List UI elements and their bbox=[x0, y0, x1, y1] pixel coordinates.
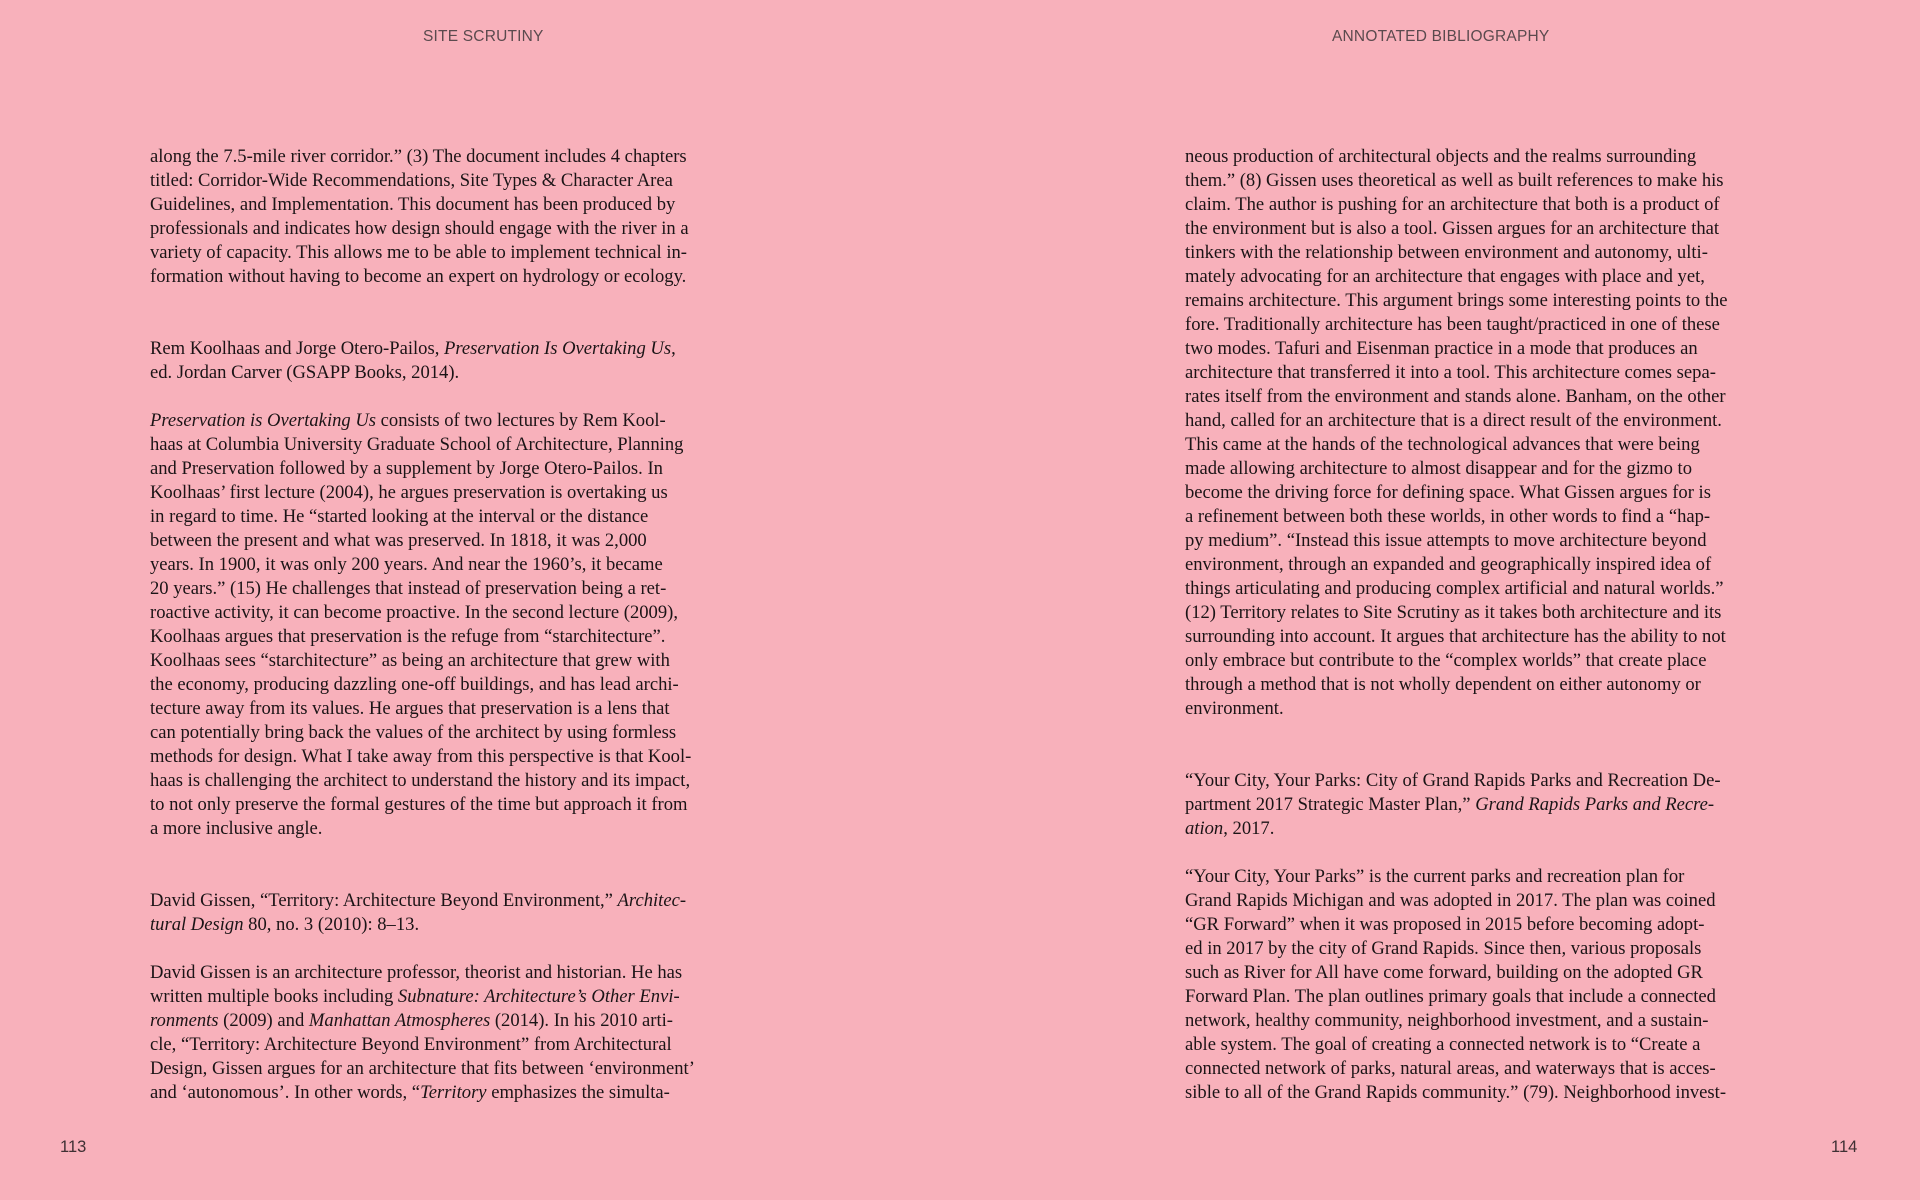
journal-title: tural Design bbox=[150, 914, 244, 935]
citation-grand-rapids bbox=[1185, 769, 1777, 841]
text-line: fore. Traditionally architecture has been taught/practiced in one of these bbox=[1185, 314, 1720, 335]
text-line: claim. The author is pushing for an architecture that both is a product of bbox=[1185, 194, 1720, 215]
text-line: them.” (8) Gissen uses theoretical as well as built references to make his bbox=[1185, 170, 1724, 191]
publisher-title: ation bbox=[1185, 818, 1224, 839]
left-page-column bbox=[150, 145, 740, 1105]
text-line: between the present and what was preserved. In 1818, it was 2,000 bbox=[150, 530, 647, 551]
publisher-title: Grand Rapids Parks and Recre- bbox=[1475, 794, 1715, 815]
text-line: titled: Corridor-Wide Recommendations, Site Types & Character Area bbox=[150, 170, 673, 191]
text-line: David Gissen is an architecture professor, theorist and historian. He has bbox=[150, 962, 683, 983]
text-line: neous production of architectural objects and the realms surrounding bbox=[1185, 146, 1697, 167]
text-line: made allowing architecture to almost disappear and for the gizmo to bbox=[1185, 458, 1693, 479]
text-line: only embrace but contribute to the “complex worlds” that create place bbox=[1185, 650, 1707, 671]
text-line: Rem Koolhaas and Jorge Otero-Pailos, Preservation Is Overtaking Us, bbox=[150, 338, 676, 359]
text-line: formation without having to become an expert on hydrology or ecology. bbox=[150, 266, 687, 287]
text-line: and ‘autonomous’. In other words, “Territory emphasizes the simulta- bbox=[150, 1082, 670, 1103]
annotation-koolhaas bbox=[150, 409, 740, 841]
text-line: ed. Jordan Carver (GSAPP Books, 2014). bbox=[150, 362, 460, 383]
running-head-left: SITE SCRUTINY bbox=[423, 28, 544, 45]
text-line: Koolhaas argues that preservation is the refuge from “starchitecture”. bbox=[150, 626, 666, 647]
text-line: through a method that is not wholly dependent on either autonomy or bbox=[1185, 674, 1701, 695]
text-line: haas at Columbia University Graduate School of Architecture, Planning bbox=[150, 434, 684, 455]
text-line: the environment but is also a tool. Gissen argues for an architecture that bbox=[1185, 218, 1720, 239]
text-line: to not only preserve the formal gestures of the time but approach it from bbox=[150, 794, 688, 815]
text-line: haas is challenging the architect to understand the history and its impact, bbox=[150, 770, 691, 791]
text-line: (12) Territory relates to Site Scrutiny as it takes both architecture and its bbox=[1185, 602, 1722, 623]
text-line: ronments (2009) and Manhattan Atmospheres (2014). In his 2010 arti- bbox=[150, 1010, 673, 1031]
text-line: connected network of parks, natural areas, and waterways that is acces- bbox=[1185, 1058, 1716, 1079]
citation-gissen bbox=[150, 889, 740, 937]
page-number-right: 114 bbox=[1831, 1138, 1858, 1156]
text-line: hand, called for an architecture that is a direct result of the environment. bbox=[1185, 410, 1722, 431]
book-title: Preservation Is Overtaking Us bbox=[444, 338, 672, 359]
text-line: ed in 2017 by the city of Grand Rapids. Since then, various proposals bbox=[1185, 938, 1702, 959]
text-line: Guidelines, and Implementation. This document has been produced by bbox=[150, 194, 676, 215]
text-line: in regard to time. He “started looking at the interval or the distance bbox=[150, 506, 649, 527]
annotation-gissen-continued bbox=[1185, 145, 1777, 721]
text-line: py medium”. “Instead this issue attempts to move architecture beyond bbox=[1185, 530, 1707, 551]
text-line: environment, through an expanded and geographically inspired idea of bbox=[1185, 554, 1712, 575]
text-line: years. In 1900, it was only 200 years. And near the 1960’s, it became bbox=[150, 554, 663, 575]
text-line: can potentially bring back the values of the architect by using formless bbox=[150, 722, 677, 743]
text-line: Forward Plan. The plan outlines primary goals that include a connected bbox=[1185, 986, 1716, 1007]
book-title: Preservation is Overtaking Us bbox=[150, 410, 377, 431]
book-title: ronments bbox=[150, 1010, 219, 1031]
right-page-column bbox=[1185, 145, 1777, 1105]
text-line: professionals and indicates how design should engage with the river in a bbox=[150, 218, 689, 239]
text-line: rates itself from the environment and stands alone. Banham, on the other bbox=[1185, 386, 1726, 407]
text-line: tecture away from its values. He argues that preservation is a lens that bbox=[150, 698, 670, 719]
text-line: roactive activity, it can become proactive. In the second lecture (2009), bbox=[150, 602, 678, 623]
text-line: and Preservation followed by a supplement by Jorge Otero-Pailos. In bbox=[150, 458, 663, 479]
text-line: Design, Gissen argues for an architecture that fits between ‘environment’ bbox=[150, 1058, 695, 1079]
text-line: things articulating and producing complex artificial and natural worlds.” bbox=[1185, 578, 1724, 599]
text-line: the economy, producing dazzling one-off buildings, and has lead archi- bbox=[150, 674, 679, 695]
page-number-left: 113 bbox=[60, 1138, 87, 1156]
text-line: sible to all of the Grand Rapids community.” (79). Neighborhood invest- bbox=[1185, 1082, 1727, 1103]
text-line: architecture that transferred it into a tool. This architecture comes sepa- bbox=[1185, 362, 1716, 383]
text-line: a refinement between both these worlds, in other words to find a “hap- bbox=[1185, 506, 1711, 527]
running-head-right: ANNOTATED BIBLIOGRAPHY bbox=[1332, 28, 1550, 45]
text-line: partment 2017 Strategic Master Plan,” Grand Rapids Parks and Recre- bbox=[1185, 794, 1715, 815]
text-line: tural Design 80, no. 3 (2010): 8–13. bbox=[150, 914, 420, 935]
book-title: Manhattan Atmospheres bbox=[308, 1010, 491, 1031]
journal-title: Architec- bbox=[617, 890, 687, 911]
text-line: written multiple books including Subnature: Architecture’s Other Envi- bbox=[150, 986, 680, 1007]
text-line: tinkers with the relationship between environment and autonomy, ulti- bbox=[1185, 242, 1708, 263]
annotation-grand-rapids bbox=[1185, 865, 1777, 1105]
text-line: methods for design. What I take away from this perspective is that Kool- bbox=[150, 746, 692, 767]
text-line: environment. bbox=[1185, 698, 1284, 719]
text-line: David Gissen, “Territory: Architecture Beyond Environment,” Architec- bbox=[150, 890, 687, 911]
text-line: 20 years.” (15) He challenges that instead of preservation being a ret- bbox=[150, 578, 667, 599]
text-line: This came at the hands of the technological advances that were being bbox=[1185, 434, 1700, 455]
text-line: a more inclusive angle. bbox=[150, 818, 323, 839]
text-line: cle, “Territory: Architecture Beyond Environment” from Architectural bbox=[150, 1034, 672, 1055]
citation-koolhaas bbox=[150, 337, 740, 385]
text-line: mately advocating for an architecture that engages with place and yet, bbox=[1185, 266, 1705, 287]
text-line: “Your City, Your Parks: City of Grand Rapids Parks and Recreation De- bbox=[1185, 770, 1721, 791]
text-line: Koolhaas’ first lecture (2004), he argues preservation is overtaking us bbox=[150, 482, 668, 503]
text-line: two modes. Tafuri and Eisenman practice in a mode that produces an bbox=[1185, 338, 1698, 359]
text-line: along the 7.5-mile river corridor.” (3) The document includes 4 chapters bbox=[150, 146, 687, 167]
annotation-gissen-start bbox=[150, 961, 740, 1105]
text-line: able system. The goal of creating a connected network is to “Create a bbox=[1185, 1034, 1701, 1055]
title-emphasis: Territory bbox=[420, 1082, 487, 1103]
text-line: ation, 2017. bbox=[1185, 818, 1275, 839]
text-line: Koolhaas sees “starchitecture” as being an architecture that grew with bbox=[150, 650, 670, 671]
text-line: surrounding into account. It argues that architecture has the ability to not bbox=[1185, 626, 1726, 647]
text-line: network, healthy community, neighborhood investment, and a sustain- bbox=[1185, 1010, 1709, 1031]
text-line: Grand Rapids Michigan and was adopted in 2017. The plan was coined bbox=[1185, 890, 1716, 911]
paragraph-corridor-summary bbox=[150, 145, 740, 289]
text-line: Preservation is Overtaking Us consists of two lectures by Rem Kool- bbox=[150, 410, 666, 431]
text-line: “GR Forward” when it was proposed in 2015 before becoming adopt- bbox=[1185, 914, 1705, 935]
book-title: Subnature: Architecture’s Other Envi- bbox=[397, 986, 680, 1007]
text-line: remains architecture. This argument brings some interesting points to the bbox=[1185, 290, 1728, 311]
text-line: variety of capacity. This allows me to be able to implement technical in- bbox=[150, 242, 687, 263]
text-line: “Your City, Your Parks” is the current parks and recreation plan for bbox=[1185, 866, 1685, 887]
text-line: such as River for All have come forward, building on the adopted GR bbox=[1185, 962, 1703, 983]
text-line: become the driving force for defining space. What Gissen argues for is bbox=[1185, 482, 1711, 503]
